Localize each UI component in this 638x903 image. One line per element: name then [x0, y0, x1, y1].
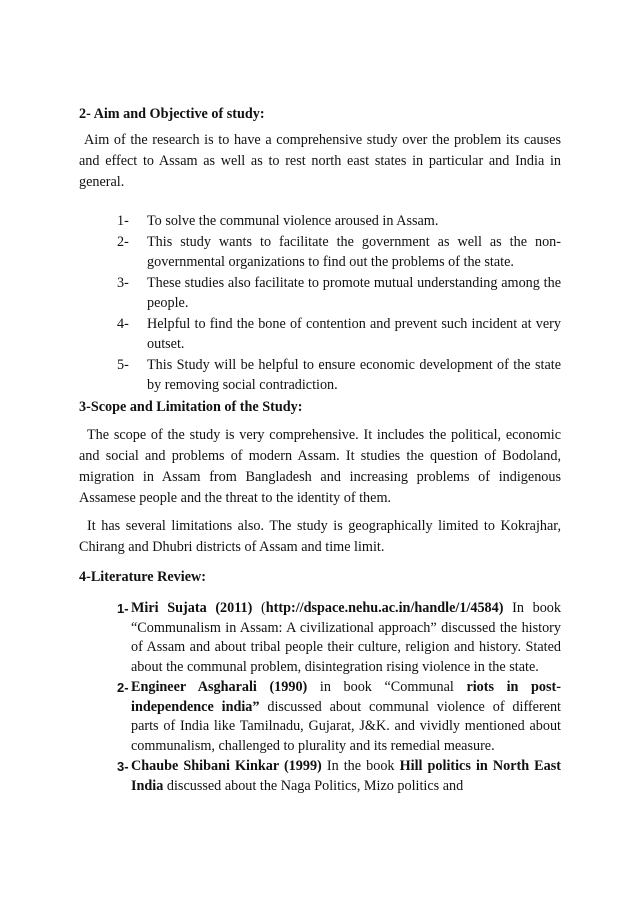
section-heading-aim: 2- Aim and Objective of study:: [79, 106, 265, 122]
list-item: 2- This study wants to facilitate the government as well as the non-governmental organizations to find out the problems of the state.: [117, 233, 561, 270]
literature-list: [117, 599, 561, 797]
list-item: 5- This Study will be helpful to ensure economic development of the state by removing social contradiction.: [117, 356, 561, 393]
list-item: 1- To solve the communal violence aroused in Assam.: [117, 213, 439, 229]
list-item: 2- Engineer Asgharali (1990) in book “Communal riots in post-independence india” discussed about communal violence of different parts of India like Tamilnadu, Gujarat, J&K. and vividly mentioned about communalism, challenged to plurality and its remedial measure.: [117, 679, 561, 754]
aim-paragraph: Aim of the research is to have a comprehensive study over the problem its causes and effect to Assam as well as to rest north east states in particular and India in general.: [79, 132, 561, 190]
section-heading-literature: 4-Literature Review:: [79, 569, 206, 585]
list-item: 4- Helpful to find the bone of contention and prevent such incident at very outset.: [117, 315, 561, 352]
limitations-paragraph: It has several limitations also. The study is geographically limited to Kokrajhar, Chirang and Dhubri districts of Assam and time limit.: [79, 518, 561, 555]
objectives-list: [117, 211, 561, 396]
section-heading-scope: 3-Scope and Limitation of the Study:: [79, 399, 303, 415]
list-item: 1- Miri Sujata (2011) (http://dspace.nehu.ac.in/handle/1/4584) In book “Communalism in Assam: A civilizational approach” discussed the history of Assam and about tribal people their culture, religion and history. Stated about the communal problem, disintegration rising violence in the state.: [117, 600, 561, 675]
list-item: 3- These studies also facilitate to promote mutual understanding among the people.: [117, 274, 561, 311]
list-item: 3- Chaube Shibani Kinkar (1999) In the book Hill politics in North East India discussed about the Naga Politics, Mizo politics and: [117, 758, 561, 794]
scope-paragraph: The scope of the study is very comprehensive. It includes the political, economic and social and problems of modern Assam. It studies the question of Bodoland, migration in Assam from Bangladesh and increasing problems of indigenous Assamese people and the threat to the identity of them.: [79, 427, 561, 506]
